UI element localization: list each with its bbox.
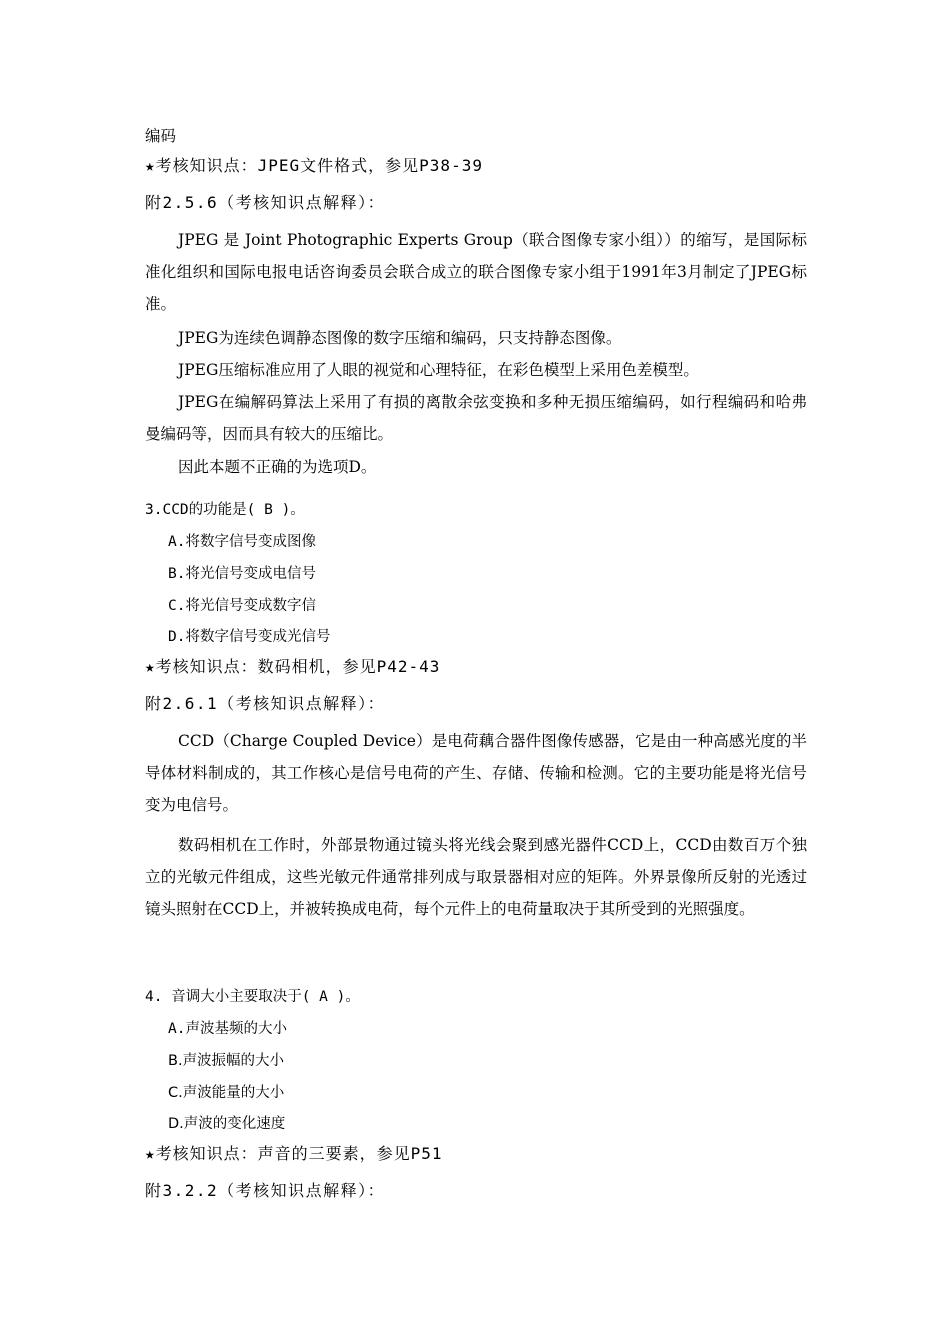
question-4-stem: 4. 音调大小主要取决于( A )。 — [145, 989, 360, 1005]
option-letter: A. — [168, 534, 186, 550]
question-4-option-c — [168, 1081, 284, 1102]
option-text: 声波的变化速度 — [183, 1116, 286, 1132]
knowledge-point-camera: ★考核知识点：数码相机，参见P42-43 — [145, 657, 441, 676]
option-letter: D. — [168, 1116, 184, 1132]
option-text: 声波基频的大小 — [185, 1021, 287, 1037]
ccd-paragraph-2: 数码相机在工作时，外部景物通过镜头将光线会聚到感光器件CCD上，CCD由数百万个独立的光敏元件组成，这些光敏元件通常排列成与取景器相对应的矩阵。外界景像所反射的光透过镜头照射在CCD上，并被转换成电荷，每个元件上的电荷量取决于其所受到的光照强度。 — [145, 836, 807, 918]
option-letter: B. — [168, 1053, 183, 1069]
option-text: 将数字信号变成图像 — [185, 534, 316, 550]
option-letter: C. — [168, 1085, 183, 1101]
option-letter: A. — [168, 1021, 186, 1037]
question-4-option-b — [168, 1049, 284, 1070]
question-3-option-a — [168, 530, 316, 551]
option-text: 声波能量的大小 — [182, 1085, 285, 1101]
knowledge-point-jpeg: ★考核知识点：JPEG文件格式，参见P38-39 — [145, 156, 483, 175]
question-3-option-b — [168, 562, 316, 583]
question-3-option-d — [168, 625, 330, 646]
question-3-option-c — [168, 594, 316, 615]
appendix-title-2-6-1: 附2.6.1（考核知识点解释）： — [145, 694, 386, 713]
option-letter: C. — [168, 598, 186, 614]
jpeg-paragraph-2: JPEG为连续色调静态图像的数字压缩和编码，只支持静态图像。 — [178, 329, 622, 347]
ccd-paragraph-1: CCD（Charge Coupled Device）是电荷藕合器件图像传感器，它是由一种高感光度的半导体材料制成的，其工作核心是信号电荷的产生、存储、传输和检测。它的主要功能是将光信号变为电信号。 — [145, 732, 807, 814]
option-text: 将光信号变成数字信 — [185, 598, 316, 614]
option-letter: D. — [168, 629, 186, 645]
option-text: 声波振幅的大小 — [182, 1053, 285, 1069]
option-text: 将数字信号变成光信号 — [185, 629, 331, 645]
option-letter: B. — [168, 566, 186, 582]
jpeg-paragraph-1: JPEG 是 Joint Photographic Experts Group（联合图像专家小组））的缩写，是国际标准化组织和国际电报电话咨询委员会联合成立的联合图像专家小组于1991年3月制定了JPEG标准。 — [145, 231, 807, 313]
top-fragment: 编码 — [145, 127, 177, 145]
question-4-option-d — [168, 1112, 285, 1133]
question-4-option-a — [168, 1017, 287, 1038]
option-text: 将光信号变成电信号 — [185, 566, 316, 582]
jpeg-paragraph-4: JPEG在编解码算法上采用了有损的离散余弦变换和多种无损压缩编码，如行程编码和哈弗曼编码等，因而具有较大的压缩比。 — [145, 393, 807, 443]
knowledge-point-sound: ★考核知识点：声音的三要素，参见P51 — [145, 1144, 443, 1163]
question-3-stem: 3.CCD的功能是( B )。 — [145, 502, 305, 518]
jpeg-paragraph-3: JPEG压缩标准应用了人眼的视觉和心理特征，在彩色模型上采用色差模型。 — [178, 361, 699, 379]
jpeg-paragraph-5: 因此本题不正确的为选项D。 — [178, 458, 377, 476]
appendix-title-3-2-2: 附3.2.2（考核知识点解释）： — [145, 1181, 386, 1200]
appendix-title-2-5-6: 附2.5.6（考核知识点解释）： — [145, 193, 386, 212]
